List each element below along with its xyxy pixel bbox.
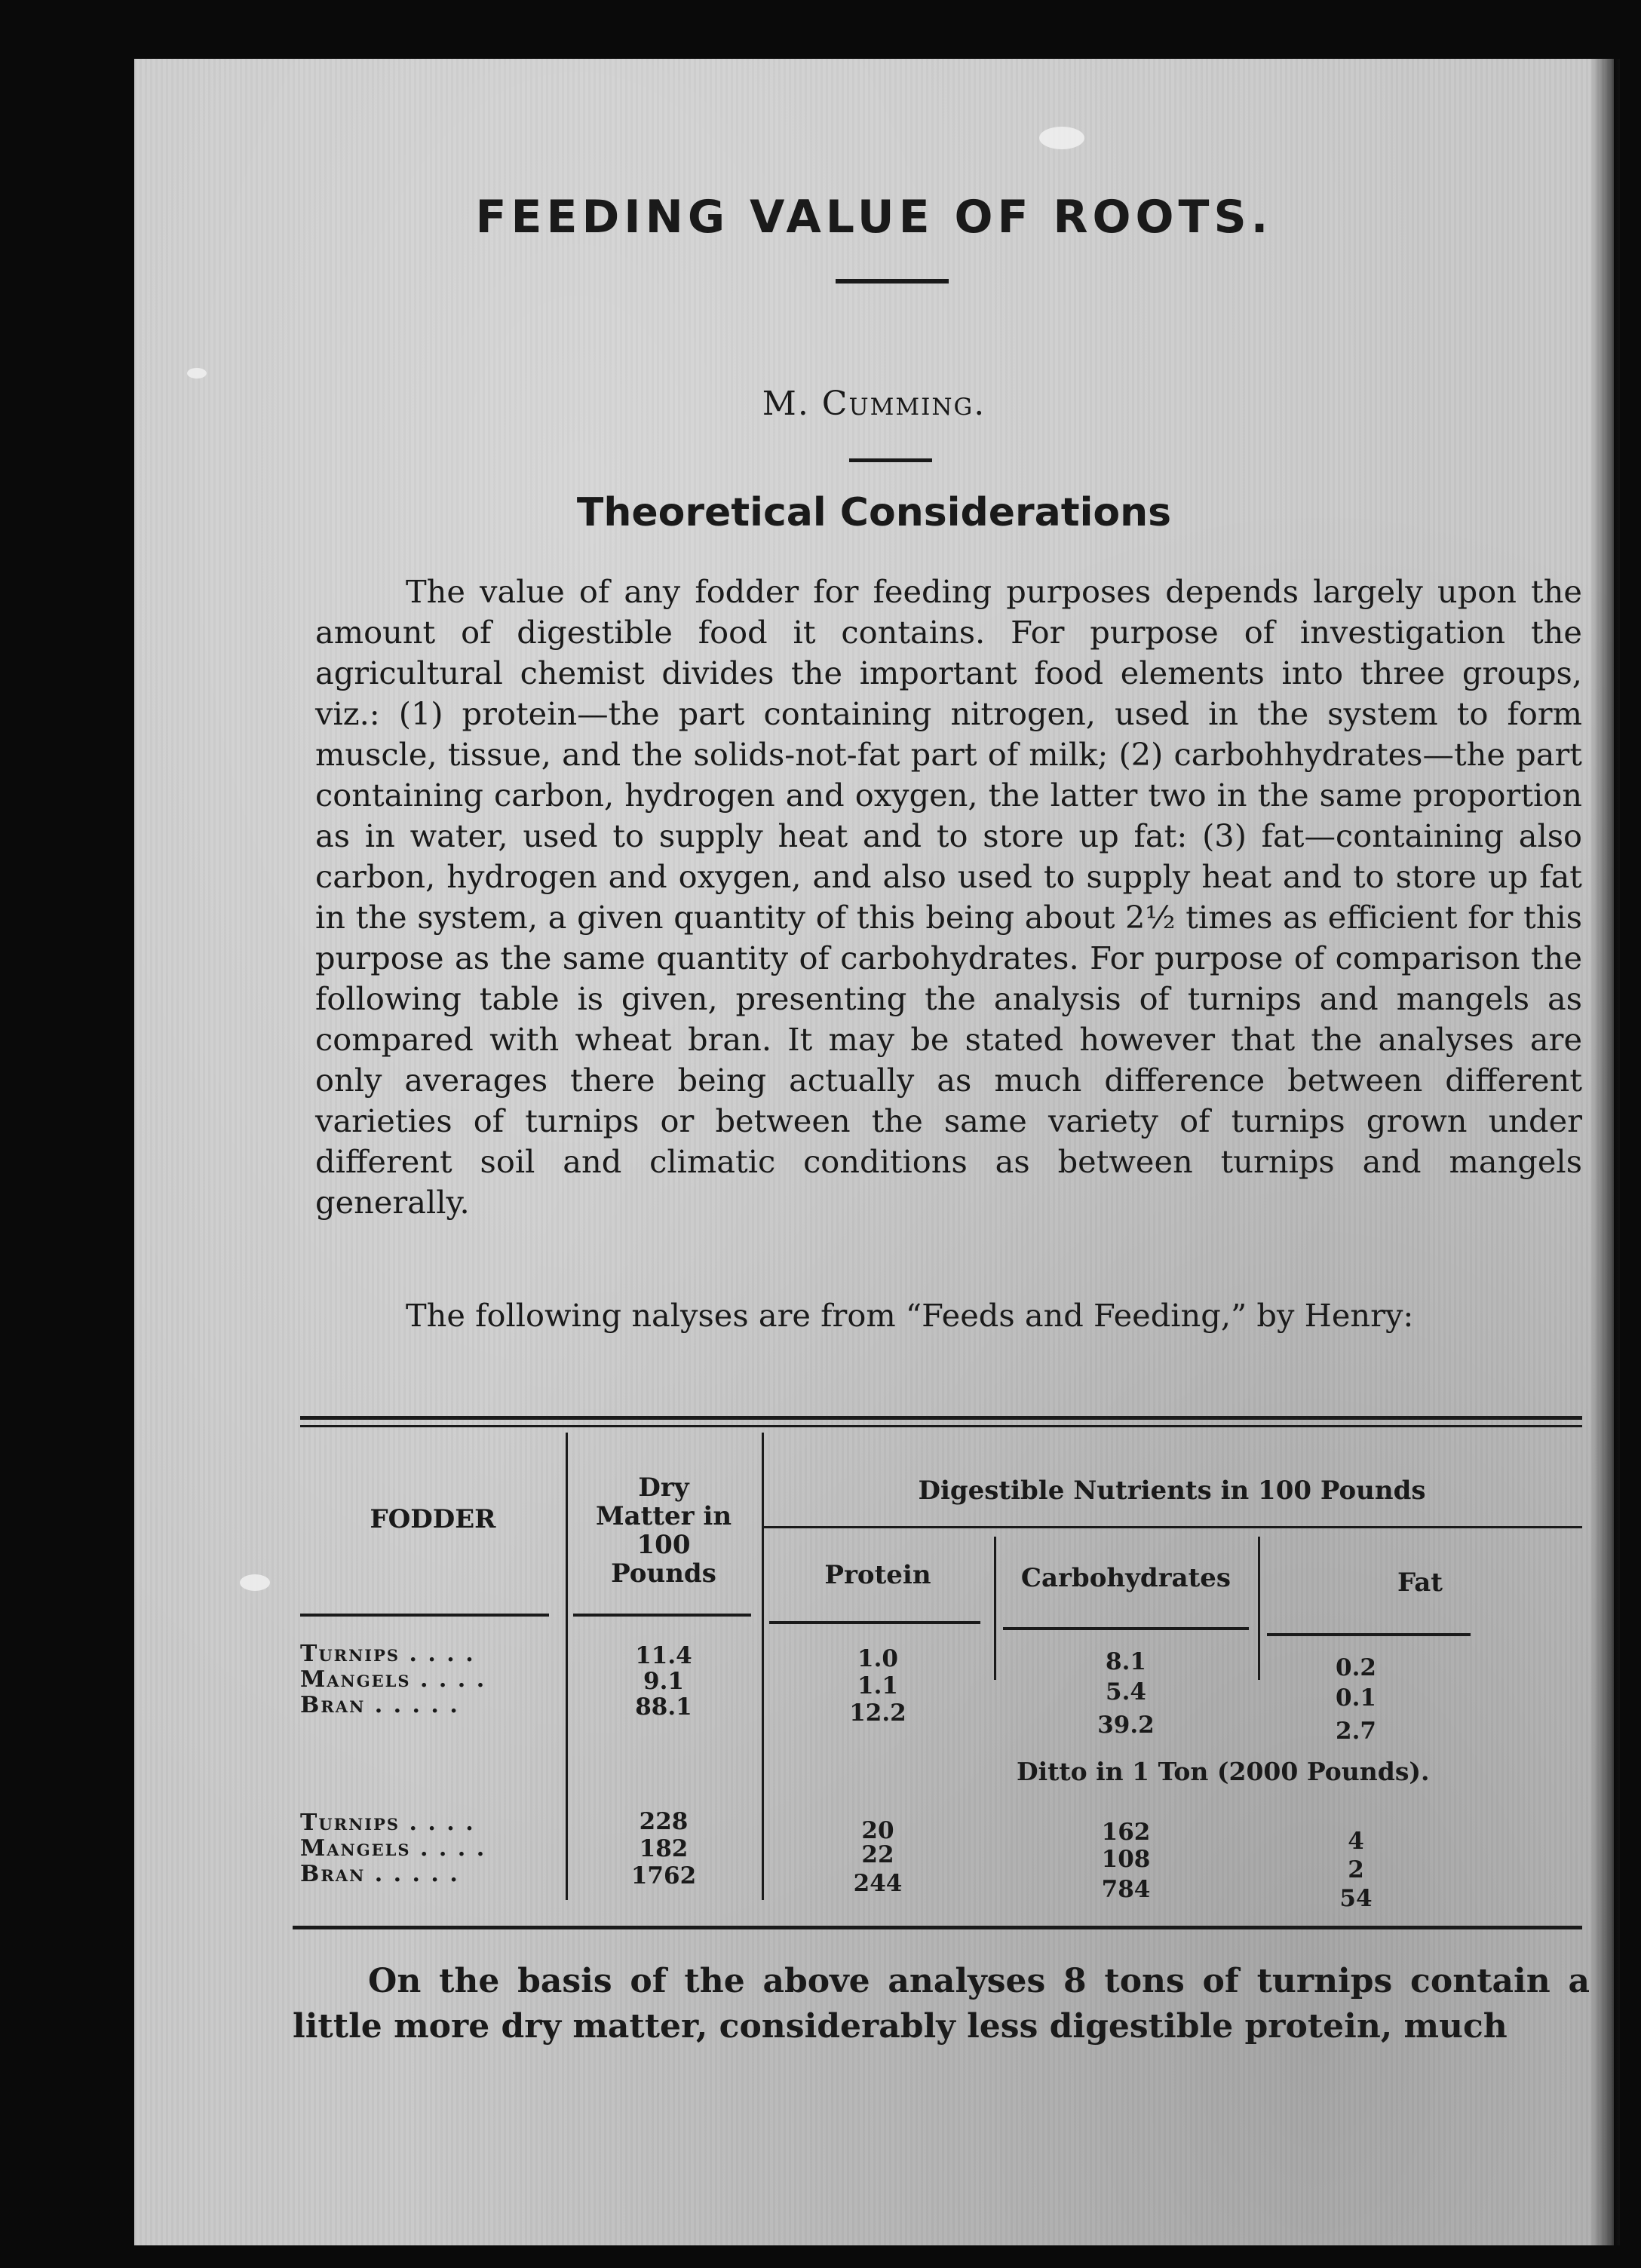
paragraph-2: The following nalyses are from “Feeds and Feeding,” by Henry: bbox=[406, 1297, 1414, 1334]
cell-dry: 88.1 bbox=[635, 1693, 692, 1721]
table-top-rule bbox=[300, 1416, 1582, 1420]
header-dry-line-4: Pounds bbox=[611, 1558, 716, 1589]
cell-fat: 4 bbox=[1348, 1828, 1364, 1855]
scan-speck bbox=[187, 368, 207, 379]
header-digestible-group: Digestible Nutrients in 100 Pounds bbox=[918, 1476, 1426, 1506]
cell-carb: 5.4 bbox=[1106, 1678, 1146, 1706]
header-dry-line-2: Matter in bbox=[595, 1501, 732, 1531]
scan-speck bbox=[1039, 127, 1084, 149]
intro-paragraph bbox=[315, 572, 1582, 1223]
author-rule bbox=[849, 458, 932, 462]
cell-fat: 0.2 bbox=[1336, 1654, 1376, 1681]
header-rule-fodder bbox=[300, 1614, 549, 1617]
section-heading: Theoretical Considerations bbox=[576, 490, 1172, 535]
table-bottom-rule bbox=[293, 1926, 1582, 1929]
title-rule bbox=[836, 279, 949, 284]
source-paragraph bbox=[315, 1295, 1582, 1336]
row-label: Bran . . . . . bbox=[300, 1692, 459, 1718]
row-label: Mangels . . . . bbox=[300, 1835, 486, 1862]
article-title: FEEDING VALUE OF ROOTS. bbox=[475, 191, 1273, 244]
table-top-rule-2 bbox=[300, 1425, 1582, 1427]
scanned-page bbox=[134, 59, 1614, 2245]
cell-protein: 1.0 bbox=[857, 1645, 898, 1672]
cell-dry: 228 bbox=[639, 1808, 689, 1835]
cell-fat: 2 bbox=[1348, 1856, 1364, 1883]
page-content bbox=[134, 59, 1614, 2245]
paragraph-1: The value of any fodder for feeding purposes depends largely upon the amount of digestible food it contains. For purpose of investigation the agricultural chemist divides the important food elements into three groups, viz.: (1) protein—the part containing nitrogen, used in the system to form muscle, tissue, and the solids-not-fat part of milk; (2) carbohhydrates—the part containing carbon, hydrogen and oxygen, the latter two in the same proportion as in water, used to supply heat and to store up fat: (3) fat—containing also carbon, hydrogen and oxygen, and also used to supply heat and to store up fat in the system, a given quantity of this being about 2½ times as efficient for this purpose as the same quantity of carbohydrates. For purpose of comparison the following table is given, presenting the analysis of turnips and mangels as compared with wheat bran. It may be stated however that the analyses are only averages there being actually as much difference between different varieties of turnips or between the same variety of turnips grown under different soil and climatic conditions as between turnips and mangels generally. bbox=[315, 573, 1582, 1221]
cell-carb: 8.1 bbox=[1106, 1648, 1146, 1675]
scan-speck bbox=[240, 1574, 270, 1591]
ditto-subheading: Ditto in 1 Ton (2000 Pounds). bbox=[1017, 1757, 1430, 1786]
header-protein: Protein bbox=[824, 1560, 931, 1590]
row-label: Bran . . . . . bbox=[300, 1861, 459, 1887]
paragraph-3: On the basis of the above analyses 8 tons of turnips contain a little more dry matter, considerably less digestible protein, much bbox=[293, 1962, 1590, 2046]
cell-protein: 20 bbox=[861, 1817, 894, 1844]
cell-fat: 0.1 bbox=[1336, 1684, 1376, 1712]
header-rule-fat bbox=[1267, 1633, 1471, 1636]
group-rule bbox=[762, 1526, 1582, 1528]
cell-dry: 9.1 bbox=[643, 1668, 684, 1695]
row-label: Turnips . . . . bbox=[300, 1641, 475, 1667]
author-name: M. Cumming. bbox=[762, 385, 986, 423]
cell-carb: 108 bbox=[1101, 1846, 1151, 1873]
analysis-table bbox=[300, 1416, 1582, 1936]
cell-carb: 39.2 bbox=[1097, 1712, 1155, 1739]
cell-dry: 11.4 bbox=[635, 1642, 692, 1669]
cell-fat: 2.7 bbox=[1336, 1718, 1376, 1745]
header-rule-carb bbox=[1003, 1627, 1249, 1630]
header-fodder: FODDER bbox=[370, 1504, 496, 1534]
cell-fat: 54 bbox=[1339, 1885, 1373, 1912]
header-rule-protein bbox=[769, 1621, 980, 1624]
cell-protein: 1.1 bbox=[857, 1672, 898, 1699]
cell-protein: 22 bbox=[861, 1841, 894, 1868]
header-fat: Fat bbox=[1397, 1568, 1443, 1598]
row-label: Turnips . . . . bbox=[300, 1810, 475, 1836]
row-label: Mangels . . . . bbox=[300, 1666, 486, 1693]
header-rule-dry bbox=[573, 1614, 751, 1617]
cell-protein: 12.2 bbox=[849, 1699, 906, 1727]
cell-dry: 182 bbox=[639, 1835, 689, 1862]
cell-protein: 244 bbox=[853, 1870, 903, 1897]
header-dry-line-3: 100 bbox=[636, 1530, 691, 1560]
header-dry-line-1: Dry bbox=[638, 1473, 689, 1503]
cell-carb: 784 bbox=[1101, 1876, 1151, 1903]
header-carbohydrates: Carbohydrates bbox=[1020, 1563, 1232, 1593]
conclusion-paragraph bbox=[293, 1959, 1590, 2049]
cell-carb: 162 bbox=[1101, 1819, 1151, 1846]
cell-dry: 1762 bbox=[630, 1862, 697, 1889]
